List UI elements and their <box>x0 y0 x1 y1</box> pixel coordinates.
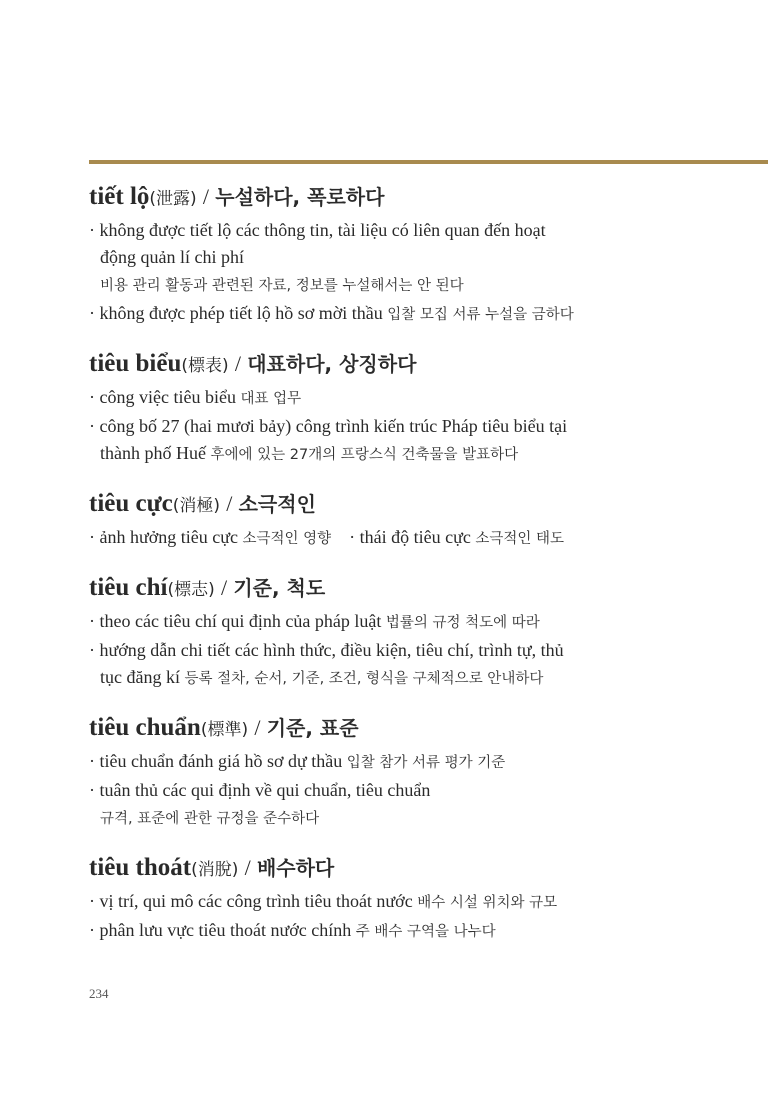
example-line: · không được phép tiết lộ hồ sơ mời thầu 입찰 모집 서류 누설을 금하다 <box>89 303 574 323</box>
headword-hanja: (標準) <box>200 720 249 740</box>
entry-headword: tiêu thoát(消脫) / 배수하다 <box>89 854 335 881</box>
entry-tieu-thoat <box>89 851 749 946</box>
example-line: · vị trí, qui mô các công trình tiêu thoát nước 배수 시설 위치와 규모 <box>89 891 558 911</box>
dictionary-content <box>89 180 749 964</box>
entry-tieu-bieu <box>89 347 749 469</box>
example-translation: 규격, 표준에 관한 규정을 준수하다 <box>100 811 320 827</box>
headword-korean: 배수하다 <box>256 856 335 880</box>
example-line: · công việc tiêu biểu 대표 업무 <box>89 387 302 407</box>
entry-tieu-chuan <box>89 711 749 833</box>
example-line: · ảnh hưởng tiêu cực 소극적인 영향 · thái độ tiêu cực 소극적인 태도 <box>89 527 565 547</box>
example-translation: 비용 관리 활동과 관련된 자료, 정보를 누설해서는 안 된다 <box>100 278 464 294</box>
headword-term: tiêu biểu <box>89 350 182 377</box>
headword-hanja: (消脫) <box>191 860 239 880</box>
example-line: · phân lưu vực tiêu thoát nước chính 주 배수 구역을 나누다 <box>89 920 496 940</box>
example-line: · tiêu chuẩn đánh giá hồ sơ dự thầu 입찰 참가 서류 평가 기준 <box>89 751 506 771</box>
example-line: tục đăng kí 등록 절차, 순서, 기준, 조건, 형식을 구체적으로 안내하다 <box>100 667 544 687</box>
header-rule <box>89 160 768 164</box>
example-line: · hướng dẫn chi tiết các hình thức, điều kiện, tiêu chí, trình tự, thủ <box>89 640 564 660</box>
headword-hanja: (消極) <box>172 496 220 516</box>
entry-headword: tiêu chí(標志) / 기준, 척도 <box>89 574 326 601</box>
entry-tieu-chi <box>89 571 749 693</box>
headword-korean: 기준, 표준 <box>266 716 359 740</box>
entry-headword: tiêu cực(消極) / 소극적인 <box>89 490 316 517</box>
headword-term: tiêu chí <box>89 574 168 601</box>
entry-headword: tiêu biểu(標表) / 대표하다, 상징하다 <box>89 350 417 377</box>
entry-headword: tiết lộ(泄露) / 누설하다, 폭로하다 <box>89 183 385 210</box>
headword-hanja: (標志) <box>167 580 215 600</box>
example-line: · tuân thủ các qui định về qui chuẩn, tiêu chuẩn <box>89 780 431 800</box>
headword-korean: 대표하다, 상징하다 <box>247 352 417 376</box>
entry-tieu-cuc <box>89 487 749 553</box>
headword-term: tiêu chuẩn <box>89 714 201 741</box>
headword-term: tiết lộ <box>89 183 150 210</box>
example-line: · theo các tiêu chí qui định của pháp luật 법률의 규정 척도에 따라 <box>89 611 540 631</box>
headword-korean: 누설하다, 폭로하다 <box>215 185 385 209</box>
example-line: · không được tiết lộ các thông tin, tài liệu có liên quan đến hoạt <box>89 220 546 240</box>
headword-term: tiêu thoát <box>89 854 192 881</box>
entry-tiet-lo <box>89 180 749 329</box>
headword-hanja: (標表) <box>181 356 229 376</box>
headword-korean: 기준, 척도 <box>233 576 326 600</box>
example-line: thành phố Huế 후에에 있는 27개의 프랑스식 건축물을 발표하다 <box>100 443 519 463</box>
headword-korean: 소극적인 <box>238 492 316 516</box>
headword-hanja: (泄露) <box>149 189 197 209</box>
page-number: 234 <box>89 986 109 1001</box>
example-line: động quản lí chi phí <box>100 247 244 267</box>
headword-term: tiêu cực <box>89 490 173 517</box>
example-line: · công bố 27 (hai mươi bảy) công trình kiến trúc Pháp tiêu biểu tại <box>89 416 568 436</box>
entry-headword: tiêu chuẩn(標準) / 기준, 표준 <box>89 714 359 741</box>
